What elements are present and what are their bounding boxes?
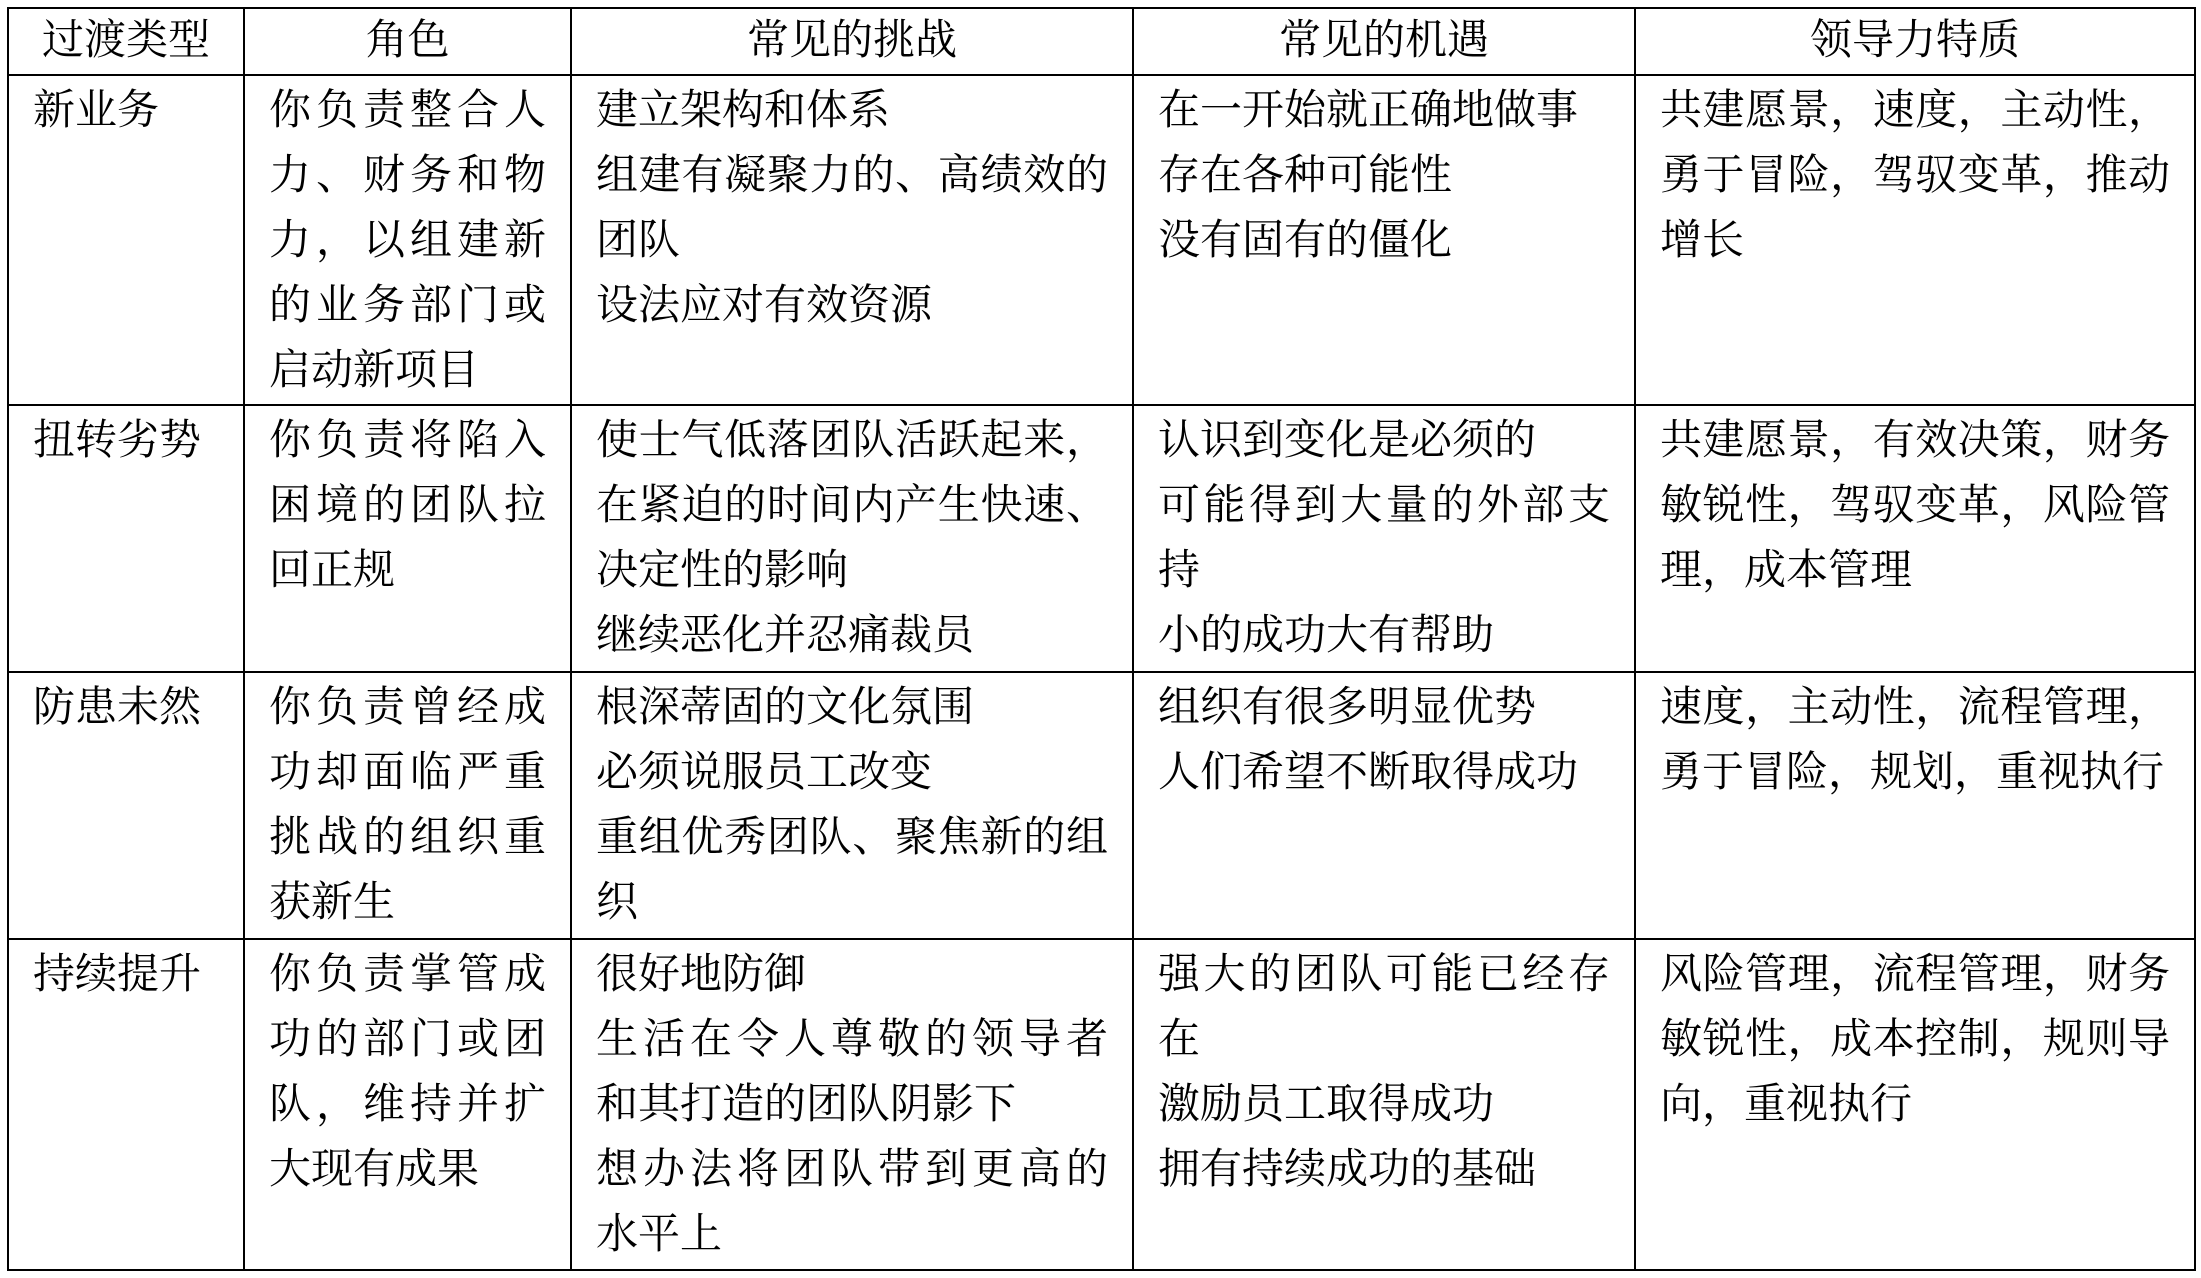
cell-line: 启动新项目 (269, 348, 480, 394)
cell-paragraph (269, 676, 546, 936)
cell-line: 功的部门或团 (269, 1017, 546, 1063)
cell-line: 在一开始就正确地做事 (1158, 88, 1579, 134)
cell-line: 组织有很多明显优势 (1158, 685, 1537, 731)
leadership-traits-cell (1635, 75, 2195, 405)
cell-paragraph (596, 144, 1108, 274)
cell-line: 的业务部门或 (269, 283, 546, 329)
cell-paragraph (1158, 676, 1610, 741)
cell-line: 生活在令人尊敬的领导者 (596, 1017, 1108, 1063)
cell-line: 你负责掌管成 (269, 952, 546, 998)
cell-line: 继续恶化并忍痛裁员 (596, 613, 975, 659)
cell-line: 力，以组建新 (269, 218, 546, 264)
cell-paragraph (596, 676, 1108, 741)
cell-paragraph (269, 409, 546, 604)
cell-line: 小的成功大有帮助 (1158, 613, 1495, 659)
cell-paragraph (1158, 409, 1610, 474)
header-row (8, 8, 2195, 75)
cell-line: 重组优秀团队、聚焦新的组 (596, 815, 1108, 861)
role-cell (244, 939, 571, 1270)
cell-line: 增长 (1660, 218, 1745, 264)
cell-line: 很好地防御 (596, 952, 807, 998)
cell-paragraph (1158, 604, 1610, 669)
challenges-cell (571, 672, 1133, 939)
table-header (8, 8, 2195, 75)
table-row (8, 405, 2195, 672)
cell-line: 获新生 (269, 880, 396, 926)
table-row (8, 939, 2195, 1270)
cell-line: 根深蒂固的文化氛围 (596, 685, 975, 731)
header-leadership-traits: 领导力特质 (1635, 8, 2195, 75)
cell-paragraph (1158, 144, 1610, 209)
cell-line: 持 (1158, 548, 1201, 594)
cell-line: 共建愿景，速度，主动性， (1660, 88, 2170, 134)
opportunities-cell (1133, 405, 1635, 672)
cell-line: 组建有凝聚力的、高绩效的 (596, 153, 1108, 199)
cell-paragraph (1158, 1138, 1610, 1203)
cell-line: 团队 (596, 218, 681, 264)
cell-paragraph (1158, 209, 1610, 274)
cell-line: 认识到变化是必须的 (1158, 418, 1537, 464)
cell-paragraph (596, 1008, 1108, 1138)
cell-line: 建立架构和体系 (596, 88, 891, 134)
cell-line: 功却面临严重 (269, 750, 546, 796)
cell-line: 激励员工取得成功 (1158, 1082, 1495, 1128)
cell-paragraph (596, 806, 1108, 936)
cell-line: 挑战的组织重 (269, 815, 546, 861)
cell-paragraph (596, 943, 1108, 1008)
cell-line: 在 (1158, 1017, 1201, 1063)
cell-line: 织 (596, 880, 639, 926)
cell-line: 水平上 (596, 1212, 723, 1258)
cell-paragraph (1660, 943, 2170, 1138)
challenges-cell (571, 939, 1133, 1270)
cell-line: 必须说服员工改变 (596, 750, 933, 796)
leadership-traits-cell (1635, 672, 2195, 939)
table-row (8, 75, 2195, 405)
table-body (8, 75, 2195, 1270)
cell-paragraph (1660, 79, 2170, 274)
cell-line: 人们希望不断取得成功 (1158, 750, 1579, 796)
cell-line: 风险管理，流程管理，财务 (1660, 952, 2170, 998)
cell-line: 勇于冒险，规划，重视执行 (1660, 750, 2165, 796)
header-challenges: 常见的挑战 (571, 8, 1133, 75)
cell-paragraph (596, 741, 1108, 806)
cell-paragraph (1158, 79, 1610, 144)
cell-line: 可能得到大量的外部支 (1158, 483, 1610, 529)
cell-line: 和其打造的团队阴影下 (596, 1082, 1017, 1128)
role-cell (244, 405, 571, 672)
transition-type-label: 新业务 (33, 88, 160, 134)
cell-paragraph (596, 409, 1108, 604)
cell-line: 强大的团队可能已经存 (1158, 952, 1610, 998)
cell-paragraph (269, 79, 546, 404)
cell-line: 队，维持并扩 (269, 1082, 546, 1128)
transition-type-cell (8, 405, 244, 672)
cell-line: 没有固有的僵化 (1158, 218, 1453, 264)
cell-paragraph (1660, 676, 2170, 806)
transition-type-cell (8, 672, 244, 939)
opportunities-cell (1133, 939, 1635, 1270)
cell-paragraph (596, 604, 1108, 669)
cell-line: 理，成本管理 (1660, 548, 1913, 594)
cell-line: 勇于冒险，驾驭变革，推动 (1660, 153, 2170, 199)
transition-type-cell (8, 939, 244, 1270)
cell-line: 困境的团队拉 (269, 483, 546, 529)
role-cell (244, 672, 571, 939)
cell-line: 想办法将团队带到更高的 (596, 1147, 1108, 1193)
challenges-cell (571, 75, 1133, 405)
cell-line: 存在各种可能性 (1158, 153, 1453, 199)
opportunities-cell (1133, 75, 1635, 405)
transition-type-label: 扭转劣势 (33, 418, 202, 464)
cell-line: 你负责整合人 (269, 88, 546, 134)
cell-line: 大现有成果 (269, 1147, 480, 1193)
cell-line: 速度，主动性，流程管理， (1660, 685, 2170, 731)
header-transition-type: 过渡类型 (8, 8, 244, 75)
cell-paragraph (269, 943, 546, 1203)
cell-line: 你负责曾经成 (269, 685, 546, 731)
cell-line: 拥有持续成功的基础 (1158, 1147, 1537, 1193)
leadership-transition-table (7, 7, 2196, 1271)
leadership-traits-cell (1635, 939, 2195, 1270)
leadership-traits-cell (1635, 405, 2195, 672)
cell-line: 你负责将陷入 (269, 418, 546, 464)
transition-type-label: 防患未然 (33, 685, 202, 731)
cell-line: 使士气低落团队活跃起来， (596, 418, 1108, 464)
cell-paragraph (1158, 943, 1610, 1073)
challenges-cell (571, 405, 1133, 672)
cell-paragraph (596, 274, 1108, 339)
cell-paragraph (1158, 474, 1610, 604)
transition-type-label: 持续提升 (33, 952, 202, 998)
cell-line: 决定性的影响 (596, 548, 849, 594)
header-opportunities: 常见的机遇 (1133, 8, 1635, 75)
role-cell (244, 75, 571, 405)
cell-paragraph (1158, 1073, 1610, 1138)
cell-line: 力、财务和物 (269, 153, 546, 199)
opportunities-cell (1133, 672, 1635, 939)
cell-line: 敏锐性，成本控制，规则导 (1660, 1017, 2170, 1063)
cell-line: 在紧迫的时间内产生快速、 (596, 483, 1108, 529)
table-row (8, 672, 2195, 939)
cell-paragraph (1158, 741, 1610, 806)
cell-line: 回正规 (269, 548, 396, 594)
cell-paragraph (596, 79, 1108, 144)
cell-line: 设法应对有效资源 (596, 283, 933, 329)
header-role: 角色 (244, 8, 571, 75)
cell-line: 共建愿景，有效决策，财务 (1660, 418, 2170, 464)
cell-line: 敏锐性，驾驭变革，风险管 (1660, 483, 2170, 529)
transition-type-cell (8, 75, 244, 405)
cell-paragraph (1660, 409, 2170, 604)
cell-paragraph (596, 1138, 1108, 1268)
cell-line: 向，重视执行 (1660, 1082, 1913, 1128)
